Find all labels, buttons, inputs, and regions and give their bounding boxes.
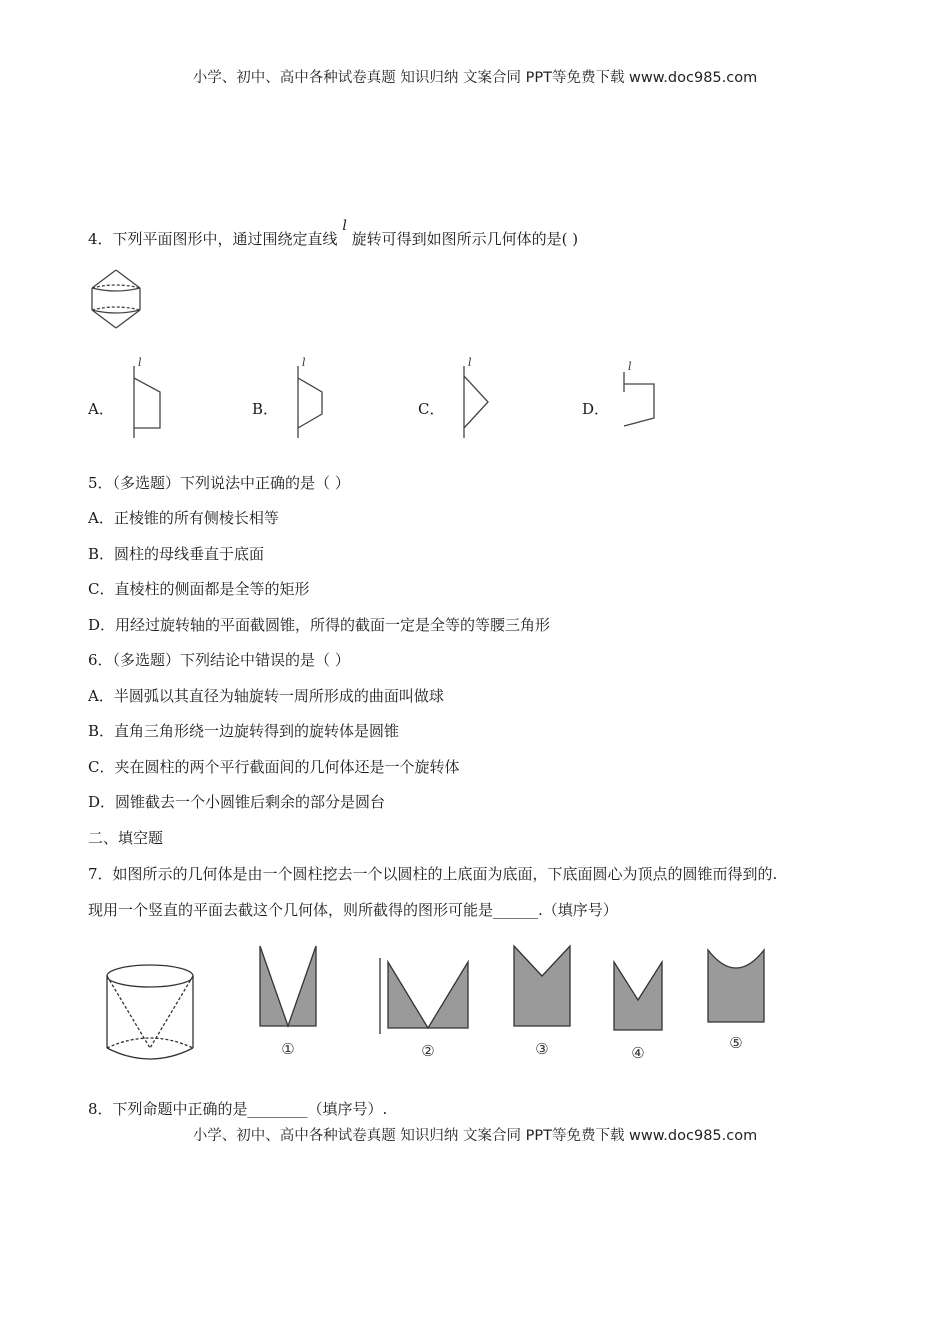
question-4 bbox=[88, 218, 579, 249]
q6-option-a: A．半圆弧以其直径为轴旋转一周所形成的曲面叫做球 bbox=[88, 687, 444, 705]
q6-option-c: C．夹在圆柱的两个平行截面间的几何体还是一个旋转体 bbox=[88, 758, 460, 776]
q7-figure-3 bbox=[512, 944, 572, 1058]
q6-option-d: D．圆锥截去一个小圆锥后剩余的部分是圆台 bbox=[88, 793, 386, 811]
q4-option-c-figure bbox=[458, 356, 498, 440]
q7-cylinder-figure bbox=[100, 960, 200, 1072]
q7-figure-4 bbox=[612, 960, 666, 1060]
q7-line-1: 7．如图所示的几何体是由一个圆柱挖去一个以圆柱的上底面为底面，下底面圆心为顶点的圆锥而得到的. bbox=[88, 865, 778, 883]
q8-text: 8．下列命题中正确的是________（填序号）. bbox=[88, 1100, 388, 1118]
figure-1-label: ① bbox=[281, 1040, 295, 1058]
q7-figure-2 bbox=[378, 952, 474, 1058]
q4-text-2: 旋转可得到如图所示几何体的是( ) bbox=[351, 230, 579, 248]
q5-option-b: B．圆柱的母线垂直于底面 bbox=[88, 545, 265, 563]
q5-option-c: C．直棱柱的侧面都是全等的矩形 bbox=[88, 580, 310, 598]
axis-label: l bbox=[468, 356, 472, 369]
q7-figure-1 bbox=[258, 944, 318, 1058]
q4-option-a-label: A． bbox=[88, 400, 114, 418]
page-footer: 小学、初中、高中各种试卷真题 知识归纳 文案合同 PPT等免费下载 www.doc985.com bbox=[192, 1128, 758, 1144]
q6-option-b: B．直角三角形绕一边旋转得到的旋转体是圆锥 bbox=[88, 722, 400, 740]
q4-option-d-figure bbox=[618, 356, 658, 440]
q4-text: 4．下列平面图形中，通过围绕定直线 bbox=[88, 230, 338, 248]
q5-stem: 5．（多选题）下列说法中正确的是（ ） bbox=[88, 474, 350, 492]
axis-label: l bbox=[302, 356, 306, 369]
q5-option-a: A．正棱锥的所有侧棱长相等 bbox=[88, 509, 279, 527]
figure-2-label: ② bbox=[421, 1042, 435, 1060]
q4-axis-variable: l bbox=[342, 218, 347, 234]
q4-solid-figure bbox=[86, 266, 146, 332]
q4-option-d-label: D． bbox=[582, 400, 610, 418]
axis-label: l bbox=[138, 356, 142, 369]
q4-option-a-figure bbox=[128, 356, 168, 440]
axis-label: l bbox=[628, 360, 632, 373]
q7-figure-5 bbox=[706, 948, 766, 1058]
figure-3-label: ③ bbox=[535, 1040, 549, 1058]
figure-5-label: ⑤ bbox=[729, 1034, 743, 1052]
page-header: 小学、初中、高中各种试卷真题 知识归纳 文案合同 PPT等免费下载 www.doc985.com bbox=[192, 70, 758, 86]
q5-option-d: D．用经过旋转轴的平面截圆锥，所得的截面一定是全等的等腰三角形 bbox=[88, 616, 551, 634]
q6-stem: 6．（多选题）下列结论中错误的是（ ） bbox=[88, 651, 350, 669]
q4-option-b-figure bbox=[292, 356, 332, 440]
q4-option-c-label: C． bbox=[418, 400, 445, 418]
q7-line-2: 现用一个竖直的平面去截这个几何体，则所截得的图形可能是______.（填序号） bbox=[88, 901, 618, 919]
q4-option-b-label: B． bbox=[252, 400, 279, 418]
figure-4-label: ④ bbox=[631, 1044, 645, 1062]
section-title-fill-in: 二、填空题 bbox=[88, 829, 164, 847]
